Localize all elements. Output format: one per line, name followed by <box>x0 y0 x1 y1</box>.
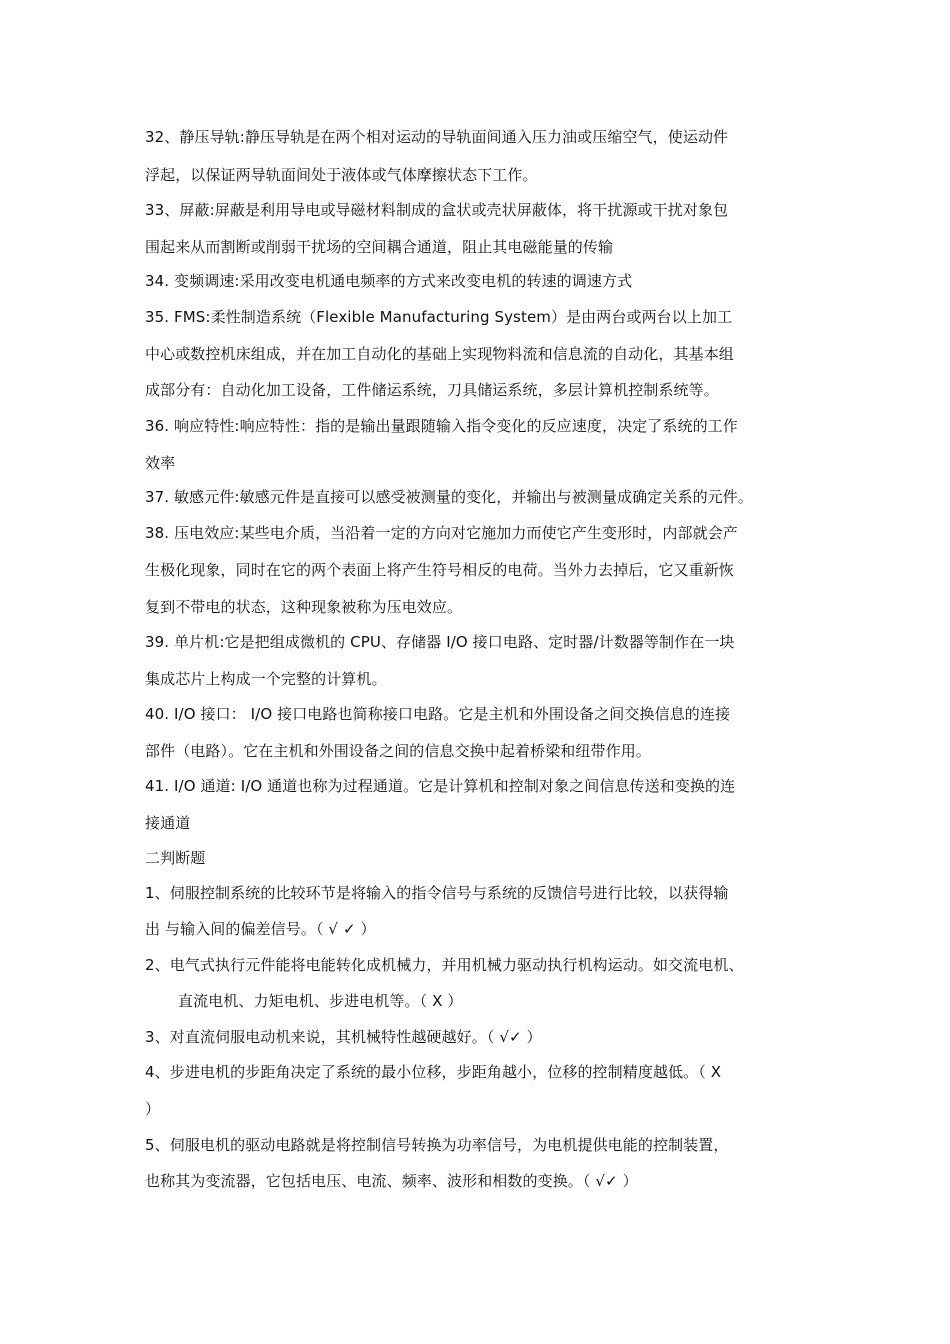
text-line: 36. 响应特性:响应特性：指的是输出量跟随输入指令变化的反应速度，决定了系统的工作 <box>145 417 738 435</box>
text-line: 中心或数控机床组成，并在加工自动化的基础上实现物料流和信息流的自动化，其基本组 <box>145 345 734 363</box>
text-line: 部件（电路）。它在主机和外围设备之间的信息交换中起着桥梁和纽带作用。 <box>145 742 651 760</box>
judgment-line: 直流电机、力矩电机、步进电机等。（ X ） <box>178 992 463 1010</box>
text-line: 34. 变频调速:采用改变电机通电频率的方式来改变电机的转速的调速方式 <box>145 272 633 290</box>
judgment-line: ） <box>145 1100 161 1118</box>
judgment-line: 出 与输入间的偏差信号。（ √ ✓ ） <box>145 920 376 938</box>
text-line: 集成芯片上构成一个完整的计算机。 <box>145 670 387 688</box>
text-line: 32、静压导轨:静压导轨是在两个相对运动的导轨面间通入压力油或压缩空气，使运动件 <box>145 128 729 146</box>
text-line: 38. 压电效应:某些电介质，当沿着一定的方向对它施加力而使它产生变形时，内部就会产 <box>145 524 738 542</box>
text-line: 成部分有：自动化加工设备，工件储运系统，刀具储运系统，多层计算机控制系统等。 <box>145 381 719 399</box>
text-line: 接通道 <box>145 814 191 832</box>
text-line: 浮起，以保证两导轨面间处于液体或气体摩擦状态下工作。 <box>145 166 538 184</box>
judgment-line: 3、对直流伺服电动机来说，其机械特性越硬越好。（ √✓ ） <box>145 1028 542 1046</box>
judgment-line: 4、步进电机的步距角决定了系统的最小位移，步距角越小，位移的控制精度越低。（ X <box>145 1063 722 1081</box>
text-line: 效率 <box>145 454 176 472</box>
section-heading: 二判断题 <box>145 849 206 867</box>
judgment-line: 2、电气式执行元件能将电能转化成机械力，并用机械力驱动执行机构运动。如交流电机、 <box>145 956 744 974</box>
text-line: 围起来从而割断或削弱干扰场的空间耦合通道，阻止其电磁能量的传输 <box>145 238 614 256</box>
text-line: 39. 单片机:它是把组成微机的 CPU、存储器 I/O 接口电路、定时器/计数器等制作在一块 <box>145 633 735 651</box>
text-line: 41. I/O 通道: I/O 通道也称为过程通道。它是计算机和控制对象之间信息传送和变换的连 <box>145 777 736 795</box>
text-line: 生极化现象，同时在它的两个表面上将产生符号相反的电荷。当外力去掉后，它又重新恢 <box>145 561 734 579</box>
judgment-line: 1、伺服控制系统的比较环节是将输入的指令信号与系统的反馈信号进行比较，以获得输 <box>145 884 729 902</box>
judgment-line: 5、伺服电机的驱动电路就是将控制信号转换为功率信号，为电机提供电能的控制装置， <box>145 1136 729 1154</box>
text-line: 35. FMS:柔性制造系统（Flexible Manufacturing System）是由两台或两台以上加工 <box>145 308 733 326</box>
text-line: 复到不带电的状态，这种现象被称为压电效应。 <box>145 598 463 616</box>
text-line: 33、屏蔽:屏蔽是利用导电或导磁材料制成的盒状或壳状屏蔽体，将干扰源或干扰对象包 <box>145 201 729 219</box>
text-line: 40. I/O 接口： I/O 接口电路也简称接口电路。它是主机和外围设备之间交换信息的连接 <box>145 705 731 723</box>
text-line: 37. 敏感元件:敏感元件是直接可以感受被测量的变化，并输出与被测量成确定关系的元件。 <box>145 488 753 506</box>
judgment-line: 也称其为变流器，它包括电压、电流、频率、波形和相数的变换。（ √✓ ） <box>145 1172 638 1190</box>
